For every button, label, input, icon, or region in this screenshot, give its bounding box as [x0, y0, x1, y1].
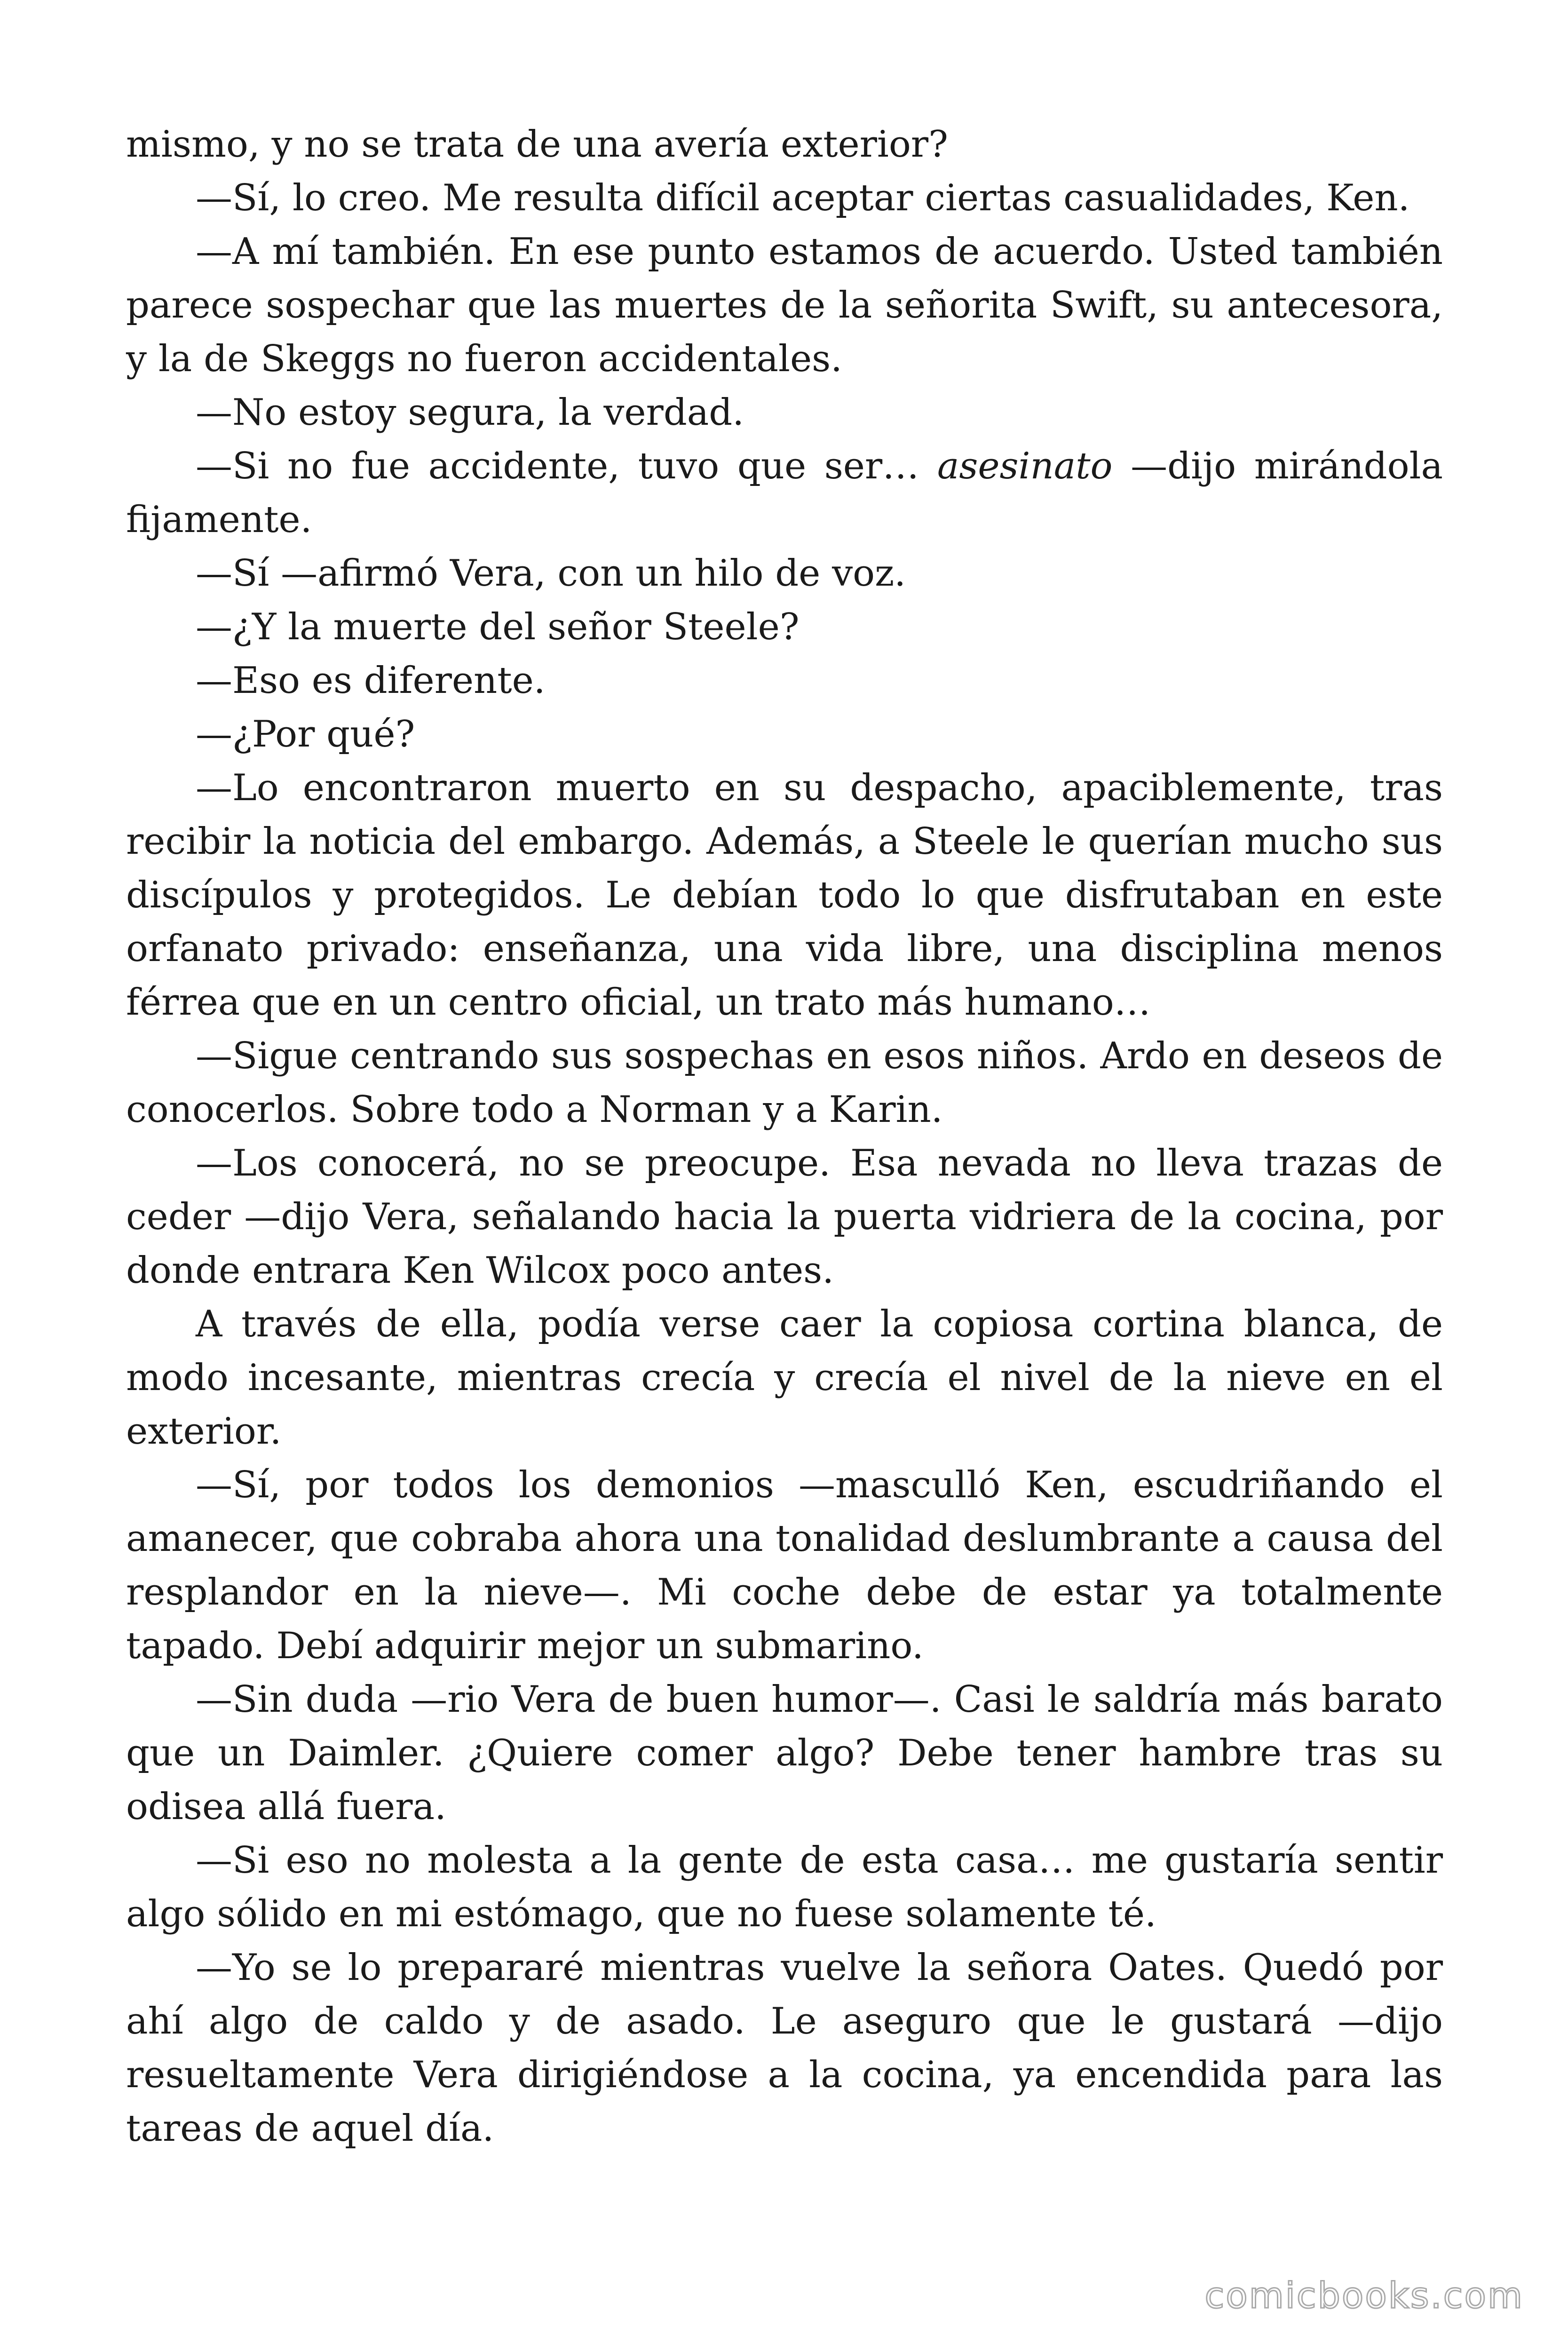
paragraph: [126, 439, 1443, 547]
italic-emphasis: asesinato: [937, 445, 1113, 487]
paragraph: A través de ella, podía verse caer la copiosa cortina blanca, de modo incesante, mientras crecía y crecía el nivel de la nieve en el exterior.: [126, 1303, 1443, 1453]
paragraph: —Los conocerá, no se preocupe. Esa nevada no lleva trazas de ceder —dijo Vera, señalando hacia la puerta vidriera de la cocina, por donde entrara Ken Wilcox poco antes.: [126, 1142, 1443, 1292]
paragraph: —No estoy segura, la verdad.: [196, 391, 744, 434]
paragraph: —Sigue centrando sus sospechas en esos niños. Ardo en deseos de conocerlos. Sobre todo a Norman y a Karin.: [126, 1035, 1443, 1131]
paragraph: —Sí, por todos los demonios —masculló Ken, escudriñando el amanecer, que cobraba ahora una tonalidad deslumbrante a causa del resplandor en la nieve—. Mi coche debe de estar ya totalmente tapado. Debí adquirir mejor un submarino.: [126, 1464, 1443, 1667]
page-body-text: [126, 118, 1443, 2155]
paragraph: —Sí —afirmó Vera, con un hilo de voz.: [196, 552, 906, 595]
paragraph: —Yo se lo prepararé mientras vuelve la señora Oates. Quedó por ahí algo de caldo y de asado. Le aseguro que le gustará —dijo resueltamente Vera dirigiéndose a la cocina, ya encendida para las tareas de aquel día.: [126, 1947, 1443, 2150]
paragraph-text: —Si no fue accidente, tuvo que ser…: [196, 445, 937, 487]
paragraph-text: —dijo mirándola fijamente.: [126, 445, 1443, 541]
paragraph: —A mí también. En ese punto estamos de acuerdo. Usted también parece sospechar que las muertes de la señorita Swift, su antecesora, y la de Skeggs no fueron accidentales.: [126, 230, 1443, 380]
paragraph: —Eso es diferente.: [196, 660, 546, 702]
paragraph: —Si eso no molesta a la gente de esta casa… me gustaría sentir algo sólido en mi estómago, que no fuese solamente té.: [126, 1839, 1443, 1935]
paragraph: —¿Y la muerte del señor Steele?: [196, 606, 800, 648]
paragraph: —Sin duda —rio Vera de buen humor—. Casi le saldría más barato que un Daimler. ¿Quiere comer algo? Debe tener hambre tras su odisea allá fuera.: [126, 1678, 1443, 1828]
paragraph: —¿Por qué?: [196, 713, 415, 755]
site-watermark: comicbooks.com: [1204, 2274, 1524, 2316]
paragraph: —Sí, lo creo. Me resulta difícil aceptar ciertas casualidades, Ken.: [196, 177, 1410, 219]
paragraph: —Lo encontraron muerto en su despacho, apaciblemente, tras recibir la noticia del embargo. Además, a Steele le querían mucho sus discípulos y protegidos. Le debían todo lo que disfrutaban en este orfanato privado: enseñanza, una vida libre, una disciplina menos férrea que en un centro oficial, un trato más humano…: [126, 767, 1443, 1024]
paragraph: mismo, y no se trata de una avería exterior?: [126, 123, 948, 166]
